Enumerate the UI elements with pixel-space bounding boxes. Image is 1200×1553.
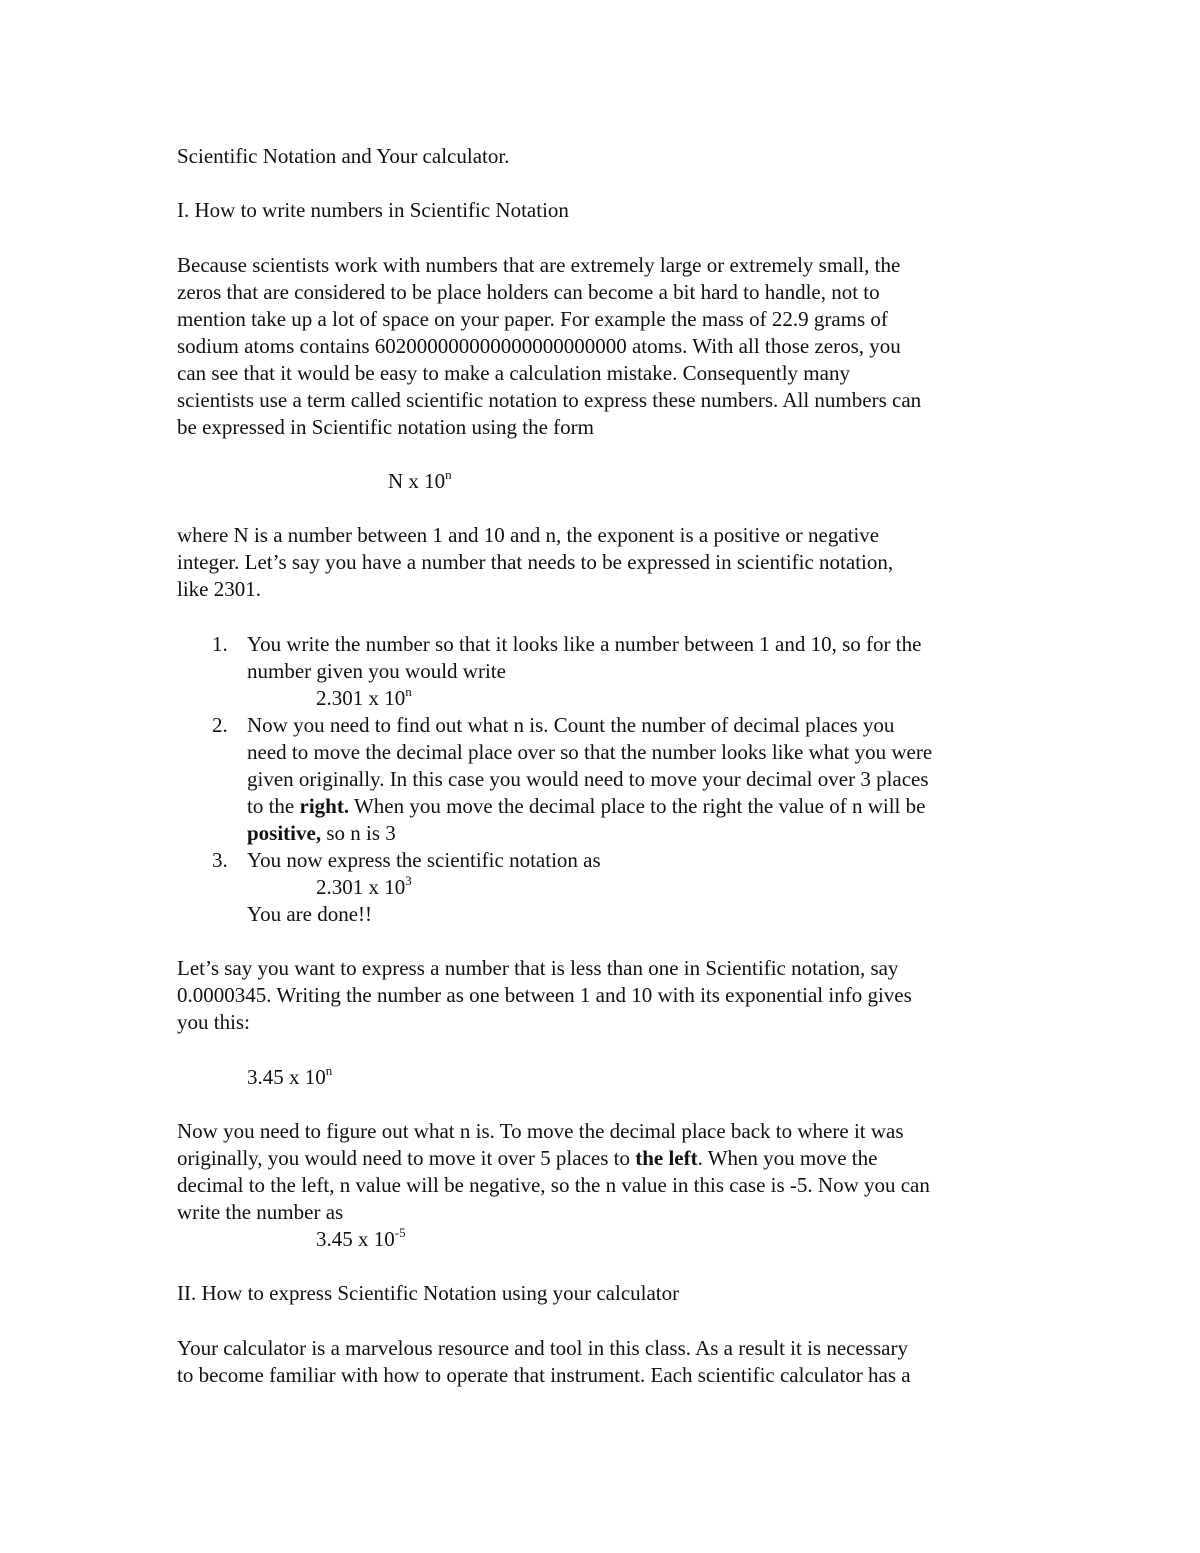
step-formula <box>316 685 412 711</box>
figure-text: . When you move the <box>697 1146 878 1170</box>
intro-line: zeros that are considered to be place holders can become a bit hard to handle, not to <box>177 280 880 304</box>
emphasis-left: the left <box>635 1146 698 1170</box>
step-formula <box>316 874 412 900</box>
intro-line: be expressed in Scientific notation using the form <box>177 415 594 439</box>
step-text: to the <box>247 794 300 818</box>
step-number: 3. <box>212 848 228 872</box>
formula-exponent: 3 <box>405 873 412 888</box>
equation-base: N x 10 <box>388 469 446 493</box>
formula-base: 2.301 x 10 <box>316 686 406 710</box>
where-line: where N is a number between 1 and 10 and n, the exponent is a positive or negative <box>177 523 880 547</box>
calculator-line: to become familiar with how to operate that instrument. Each scientific calculator has a <box>177 1363 911 1387</box>
step-line: You write the number so that it looks like a number between 1 and 10, so for the <box>247 632 922 656</box>
formula-base: 3.45 x 10 <box>316 1227 395 1251</box>
step-line: Now you need to find out what n is. Count the number of decimal places you <box>247 713 895 737</box>
figure-line: decimal to the left, n value will be negative, so the n value in this case is -5. Now you can <box>177 1173 930 1197</box>
small-number-line: Let’s say you want to express a number that is less than one in Scientific notation, say <box>177 956 899 980</box>
section-heading-2: II. How to express Scientific Notation using your calculator <box>177 1281 680 1305</box>
formula-exponent: -5 <box>394 1225 406 1240</box>
step-done: You are done!! <box>247 902 373 926</box>
where-line: integer. Let’s say you have a number that needs to be expressed in scientific notation, <box>177 550 894 574</box>
figure-text: originally, you would need to move it over 5 places to <box>177 1146 636 1170</box>
figure-line <box>177 1145 877 1171</box>
small-number-line: 0.0000345. Writing the number as one between 1 and 10 with its exponential info gives <box>177 983 912 1007</box>
intro-line: mention take up a lot of space on your paper. For example the mass of 22.9 grams of <box>177 307 888 331</box>
figure-line: write the number as <box>177 1200 344 1224</box>
formula-base: 2.301 x 10 <box>316 875 406 899</box>
formula-exponent: n <box>325 1063 333 1078</box>
small-number-formula <box>247 1064 332 1090</box>
figure-line: Now you need to figure out what n is. To move the decimal place back to where it was <box>177 1119 904 1143</box>
intro-line: scientists use a term called scientific notation to express these numbers. All numbers can <box>177 388 922 412</box>
step-line <box>247 793 925 819</box>
step-number: 2. <box>212 713 228 737</box>
step-line: need to move the decimal place over so that the number looks like what you were <box>247 740 933 764</box>
step-number: 1. <box>212 632 228 656</box>
step-text: When you move the decimal place to the right the value of n will be <box>349 794 926 818</box>
section-heading-1: I. How to write numbers in Scientific Notation <box>177 198 569 222</box>
document-title: Scientific Notation and Your calculator. <box>177 144 510 168</box>
step-line: You now express the scientific notation as <box>247 848 601 872</box>
small-number-line: you this: <box>177 1010 250 1034</box>
intro-line: sodium atoms contains 602000000000000000000000 atoms. With all those zeros, you <box>177 334 901 358</box>
emphasis-right: right. <box>299 794 350 818</box>
formula-exponent: n <box>405 684 412 699</box>
intro-line: Because scientists work with numbers that are extremely large or extremely small, the <box>177 253 901 277</box>
general-form-equation <box>388 468 452 494</box>
intro-line: can see that it would be easy to make a calculation mistake. Consequently many <box>177 361 850 385</box>
final-formula <box>316 1226 406 1252</box>
equation-exponent: n <box>445 467 452 482</box>
step-line <box>247 820 396 846</box>
step-line: number given you would write <box>247 659 506 683</box>
calculator-line: Your calculator is a marvelous resource and tool in this class. As a result it is necessary <box>177 1336 908 1360</box>
emphasis-positive: positive, <box>247 821 322 845</box>
step-text: so n is 3 <box>321 821 396 845</box>
step-line: given originally. In this case you would need to move your decimal over 3 places <box>247 767 929 791</box>
formula-base: 3.45 x 10 <box>247 1065 326 1089</box>
where-line: like 2301. <box>177 577 261 601</box>
